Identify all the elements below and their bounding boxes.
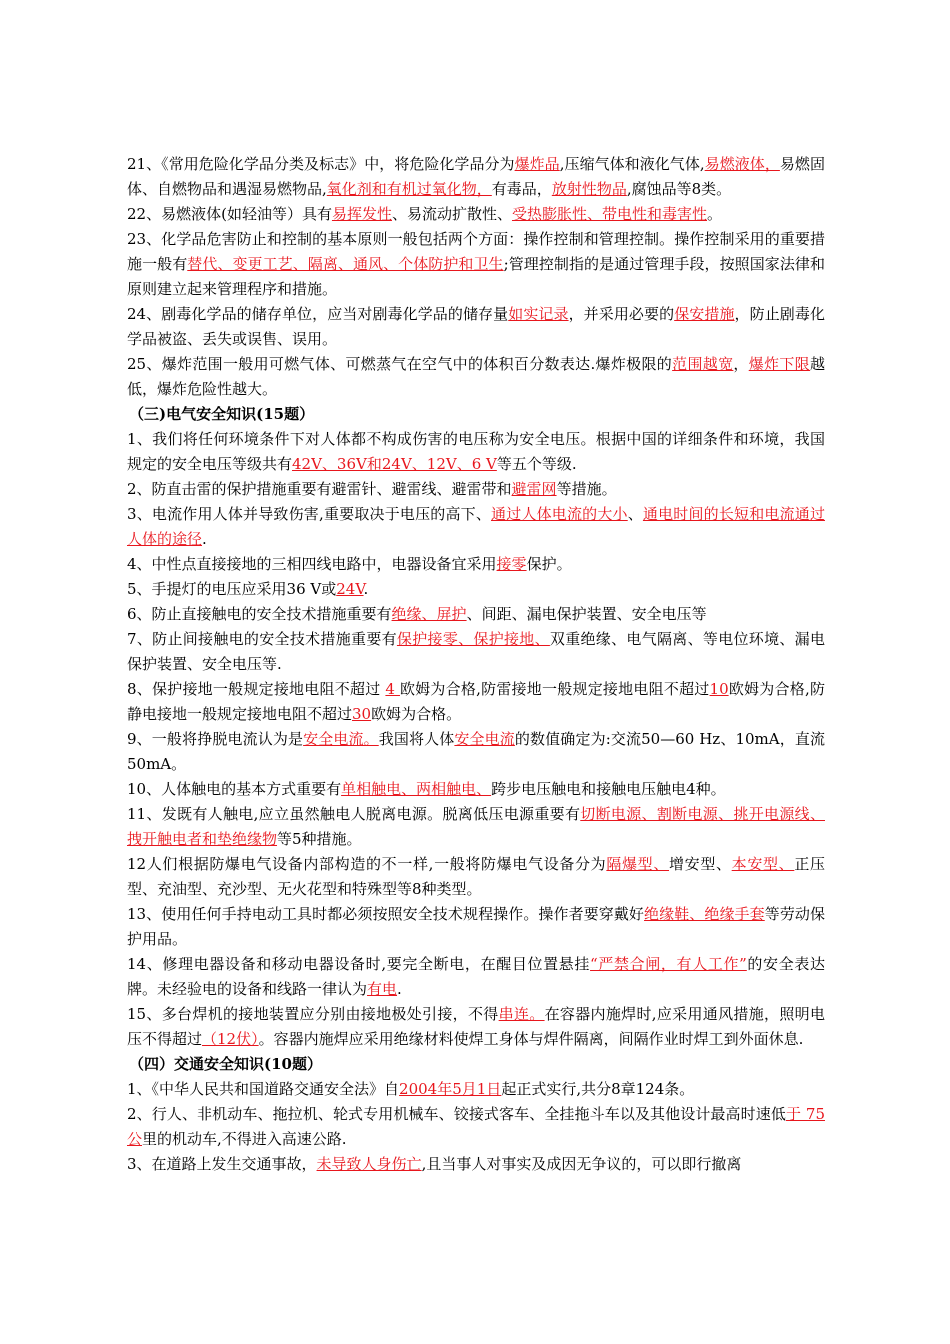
body-text: 正压型、充油型、充沙型、无火花型和特殊型等8种类型。 (127, 855, 825, 898)
question-paragraph (127, 1152, 825, 1177)
answer-text: 范围越宽 (672, 355, 734, 373)
body-text: 、 (627, 505, 643, 523)
question-paragraph (127, 802, 825, 852)
body-text: 11、发既有人触电,应立虽然触电人脱离电源。脱离低压电源重要有 (127, 805, 581, 823)
body-text: ,压缩气体和液化气体, (559, 155, 705, 173)
body-text: 1、《中华人民共和国道路交通安全法》自 (127, 1080, 400, 1098)
body-text: 的数值确定为:交流50—60 Hz、10mA，直流50mA。 (127, 730, 825, 773)
answer-text: 24V (336, 580, 364, 598)
body-text: 23、化学品危害防止和控制的基本原则一般包括两个方面：操作控制和管理控制。操作控制采用的重要措施一般有 (127, 230, 825, 273)
question-paragraph (127, 777, 825, 802)
question-paragraph (127, 577, 825, 602)
answer-text: “严禁合闸，有人工作” (590, 955, 747, 973)
body-text: 等五个等级. (496, 455, 577, 473)
body-text: 21、《常用危险化学品分类及标志》中，将危险化学品分为 (127, 155, 515, 173)
answer-text: 易燃液体， (704, 155, 780, 173)
body-text: ， (733, 355, 749, 373)
body-text: 24、剧毒化学品的储存单位，应当对剧毒化学品的储存量 (127, 305, 509, 323)
question-paragraph (127, 202, 825, 227)
body-text: 增安型、 (669, 855, 732, 873)
body-text: 保护。 (526, 555, 572, 573)
answer-text: 安全电流 (454, 730, 515, 748)
answer-text: 受热膨胀性、带电性和毒害性 (511, 205, 707, 223)
body-text: 里的机动车,不得进入高速公路. (142, 1130, 347, 1148)
body-text: 易燃固体、自燃物品和遇湿易燃物品, (127, 155, 825, 198)
body-text: 、间距、漏电保护装置、安全电压等 (466, 605, 707, 623)
body-text: 12人们根据防爆电气设备内部构造的不一样,一般将防爆电气设备分为 (127, 855, 607, 873)
answer-text: 替代、变更工艺、隔离、通风、个体防护和卫生 (187, 255, 504, 273)
answer-text: 爆炸品 (514, 155, 560, 173)
answer-text: 氧化剂和有机过氧化物， (326, 180, 492, 198)
body-text: 3、电流作用人体并导致伤害,重要取决于电压的高下、 (127, 505, 492, 523)
answer-text: 10 (709, 680, 729, 698)
body-text: 欧姆为合格,防静电接地一般规定接地电阻不超过 (127, 680, 825, 723)
body-text: 25、爆炸范围一般用可燃气体、可燃蒸气在空气中的体积百分数表达.爆炸极限的 (127, 355, 673, 373)
answer-text: 串连。 (498, 1005, 545, 1023)
body-text: 7、防止间接触电的安全技术措施重要有 (127, 630, 397, 648)
body-text: ,且当事人对事实及成因无争议的，可以即行撤离 (421, 1155, 742, 1173)
section-heading (127, 402, 825, 427)
body-text: 跨步电压触电和接触电压触电4种。 (491, 780, 726, 798)
question-paragraph (127, 1077, 825, 1102)
body-text: 22、易燃液体(如轻油等）具有 (127, 205, 332, 223)
question-paragraph (127, 1102, 825, 1152)
question-paragraph (127, 352, 825, 402)
body-text: ，并采用必要的 (568, 305, 675, 323)
question-paragraph (127, 602, 825, 627)
answer-text: 本安型、 (731, 855, 795, 873)
body-text: 在容器内施焊时,应采用通风措施，照明电压不得超过 (127, 1005, 825, 1048)
question-paragraph (127, 552, 825, 577)
answer-text: 接零 (496, 555, 527, 573)
body-text: 越低，爆炸危险性越大。 (127, 355, 825, 398)
body-text: 。 (707, 205, 723, 223)
question-paragraph (127, 627, 825, 677)
answer-text: 切断电源、割断电源、挑开电源线、拽开触电者和垫绝缘物 (127, 805, 825, 848)
body-text: ,腐蚀品等8类。 (626, 180, 732, 198)
body-text: 4、中性点直接接地的三相四线电路中，电器设备宜采用 (127, 555, 497, 573)
body-text: 2、防直击雷的保护措施重要有避雷针、避雷线、避雷带和 (127, 480, 512, 498)
section-heading (127, 1052, 825, 1077)
body-text: 等措施。 (556, 480, 617, 498)
body-text: 13、使用任何手持电动工具时都必须按照安全技术规程操作。操作者要穿戴好 (127, 905, 645, 923)
body-text: 。容器内施焊应采用绝缘材料使焊工身体与焊件隔离，间隔作业时焊工到外面休息. (258, 1030, 804, 1048)
body-text: 、易流动扩散性、 (391, 205, 512, 223)
body-text: ，防止剧毒化学品被盗、丢失或误售、误用。 (127, 305, 825, 348)
body-text: 等劳动保护用品。 (127, 905, 825, 948)
body-text: 欧姆为合格。 (371, 705, 462, 723)
body-text: 双重绝缘、电气隔离、等电位环境、漏电保护装置、安全电压等. (127, 630, 825, 673)
question-paragraph (127, 902, 825, 952)
body-text: 9、一般将挣脱电流认为是 (127, 730, 304, 748)
body-text: 起正式实行,共分8章124条。 (501, 1080, 695, 1098)
answer-text: 30 (352, 705, 372, 723)
body-text: 8、保护接地一般规定接地电阻不超过 (127, 680, 386, 698)
answer-text: 绝缘、屏护 (391, 605, 467, 623)
answer-text: 隔爆型、 (606, 855, 670, 873)
question-paragraph (127, 427, 825, 477)
answer-text: 如实记录 (508, 305, 569, 323)
question-paragraph (127, 952, 825, 1002)
question-paragraph (127, 477, 825, 502)
answer-text: 通过人体电流的大小 (491, 505, 628, 523)
body-text: . (397, 980, 402, 998)
answer-text: 避雷网 (511, 480, 557, 498)
body-text: 的安全表达牌。未经验电的设备和线路一律认为 (127, 955, 825, 998)
answer-text: 有电 (367, 980, 398, 998)
body-text: 2、行人、非机动车、拖拉机、轮式专用机械车、铰接式客车、全挂拖斗车以及其他设计最高时速低 (127, 1105, 786, 1123)
answer-text: （12伏） (202, 1030, 259, 1048)
body-text: 6、防止直接触电的安全技术措施重要有 (127, 605, 392, 623)
body-text: . (363, 580, 369, 598)
answer-text: 安全电流。 (303, 730, 379, 748)
body-text: 10、人体触电的基本方式重要有 (127, 780, 342, 798)
question-paragraph (127, 302, 825, 352)
body-text: ;管理控制指的是通过管理手段，按照国家法律和原则建立起来管理程序和措施。 (127, 255, 825, 298)
body-text: 有毒品， (491, 180, 552, 198)
body-text: 14、修理电器设备和移动电器设备时,要完全断电，在醒目位置悬挂 (127, 955, 591, 973)
answer-text: 易挥发性 (331, 205, 392, 223)
body-text: . (202, 530, 207, 548)
body-text: （四）交通安全知识(10题） (129, 1055, 322, 1073)
answer-text: 绝缘鞋、绝缘手套 (644, 905, 765, 923)
document-body (127, 152, 825, 1177)
answer-text: 42V、36V和24V、12V、6 V (292, 455, 497, 473)
answer-text: 通电时间的长短和电流通过人体的途径 (127, 505, 825, 548)
question-paragraph (127, 1002, 825, 1052)
body-text: 15、多台焊机的接地装置应分别由接地极处引接，不得 (127, 1005, 499, 1023)
question-paragraph (127, 152, 825, 202)
question-paragraph (127, 677, 825, 727)
body-text: 欧姆为合格,防雷接地一般规定接地电阻不超过 (399, 680, 710, 698)
answer-text: 保护接零、保护接地、 (396, 630, 550, 648)
question-paragraph (127, 502, 825, 552)
question-paragraph (127, 727, 825, 777)
answer-text: 保安措施 (674, 305, 735, 323)
question-paragraph (127, 227, 825, 302)
body-text: 5、手提灯的电压应采用36 V或 (127, 580, 337, 598)
answer-text: 单相触电、两相触电、 (341, 780, 492, 798)
body-text: 等5种措施。 (277, 830, 362, 848)
answer-text: 爆炸下限 (748, 355, 810, 373)
answer-text: 4 (385, 680, 400, 698)
body-text: 我国将人体 (378, 730, 455, 748)
body-text: 3、在道路上发生交通事故， (127, 1155, 317, 1173)
body-text: （三)电气安全知识(15题） (129, 405, 315, 423)
answer-text: 于 75 公 (127, 1105, 825, 1148)
answer-text: 未导致人身伤亡 (316, 1155, 422, 1173)
answer-text: 放射性物品 (551, 180, 627, 198)
question-paragraph (127, 852, 825, 902)
body-text: 1、我们将任何环境条件下对人体都不构成伤害的电压称为安全电压。根据中国的详细条件和环境，我国规定的安全电压等级共有 (127, 430, 825, 473)
answer-text: 2004年5月1日 (399, 1080, 502, 1098)
